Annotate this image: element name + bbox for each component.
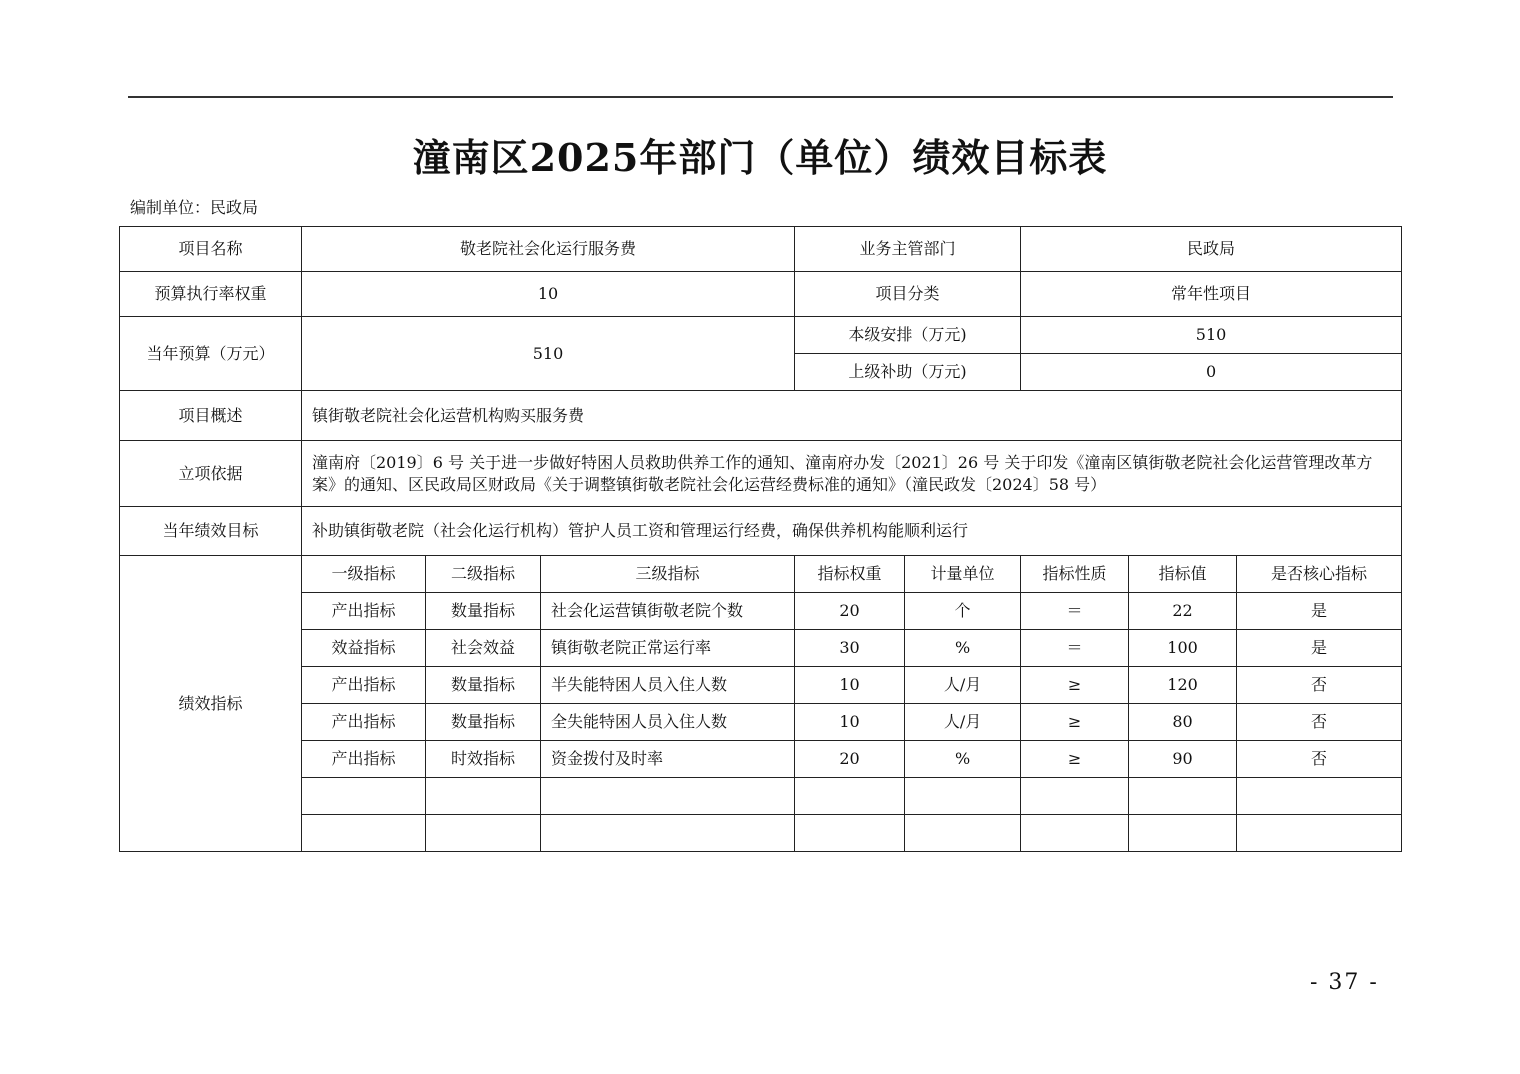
label-local-budget: 本级安排（万元) [795, 317, 1021, 354]
cell-level1: 产出指标 [302, 741, 426, 778]
cell-nature: ≥ [1021, 704, 1129, 741]
cell-level3: 全失能特困人员入住人数 [541, 704, 795, 741]
cell-empty [1021, 815, 1129, 852]
cell-nature: ＝ [1021, 630, 1129, 667]
value-superior-subsidy: 0 [1021, 354, 1402, 391]
cell-empty [905, 815, 1021, 852]
table-row [120, 630, 1402, 667]
cell-value: 120 [1129, 667, 1237, 704]
page-title: 潼南区2025年部门（单位）绩效目标表 [412, 135, 1108, 180]
table-row [120, 593, 1402, 630]
cell-level2: 时效指标 [426, 741, 541, 778]
row-annual-budget [120, 317, 1402, 354]
cell-empty [1129, 815, 1237, 852]
value-overview: 镇街敬老院社会化运营机构购买服务费 [302, 391, 1402, 441]
cell-empty [302, 815, 426, 852]
label-indicators: 绩效指标 [120, 556, 302, 852]
cell-nature: ＝ [1021, 593, 1129, 630]
value-project-name: 敬老院社会化运行服务费 [302, 227, 795, 272]
cell-empty [1237, 815, 1402, 852]
cell-level3: 半失能特困人员入住人数 [541, 667, 795, 704]
header-level1: 一级指标 [302, 556, 426, 593]
value-department: 民政局 [1021, 227, 1402, 272]
cell-weight: 30 [795, 630, 905, 667]
value-budget-weight: 10 [302, 272, 795, 317]
cell-unit: % [905, 630, 1021, 667]
top-rule [128, 96, 1393, 98]
value-annual-budget: 510 [302, 317, 795, 391]
row-overview [120, 391, 1402, 441]
label-department: 业务主管部门 [795, 227, 1021, 272]
table-row-empty [120, 815, 1402, 852]
header-core: 是否核心指标 [1237, 556, 1402, 593]
cell-level2: 数量指标 [426, 704, 541, 741]
cell-empty [1129, 778, 1237, 815]
indicator-header-row [120, 556, 1402, 593]
cell-nature: ≥ [1021, 667, 1129, 704]
cell-level2: 数量指标 [426, 593, 541, 630]
cell-unit: 人/月 [905, 704, 1021, 741]
cell-level1: 效益指标 [302, 630, 426, 667]
label-superior-subsidy: 上级补助（万元) [795, 354, 1021, 391]
value-goal: 补助镇街敬老院（社会化运行机构）管护人员工资和管理运行经费，确保供养机构能顺利运行 [302, 507, 1402, 556]
row-basis [120, 441, 1402, 507]
cell-empty [795, 815, 905, 852]
cell-value: 22 [1129, 593, 1237, 630]
cell-empty [426, 778, 541, 815]
cell-level1: 产出指标 [302, 704, 426, 741]
value-category: 常年性项目 [1021, 272, 1402, 317]
cell-empty [795, 778, 905, 815]
page-number: - 37 - [1310, 970, 1379, 995]
table-row [120, 704, 1402, 741]
label-category: 项目分类 [795, 272, 1021, 317]
cell-core: 否 [1237, 704, 1402, 741]
cell-level3: 镇街敬老院正常运行率 [541, 630, 795, 667]
cell-level1: 产出指标 [302, 667, 426, 704]
cell-level1: 产出指标 [302, 593, 426, 630]
cell-unit: % [905, 741, 1021, 778]
cell-empty [541, 815, 795, 852]
cell-weight: 10 [795, 704, 905, 741]
cell-empty [302, 778, 426, 815]
label-goal: 当年绩效目标 [120, 507, 302, 556]
cell-level3: 社会化运营镇街敬老院个数 [541, 593, 795, 630]
value-basis: 潼南府〔2019〕6 号 关于进一步做好特困人员救助供养工作的通知、潼南府办发〔2021〕26 号 关于印发《潼南区镇街敬老院社会化运营管理改革方案》的通知、区民政局区财政局《关于调整镇街敬老院社会化运营经费标准的通知》（潼民政发〔2024〕58 号） [302, 441, 1402, 507]
label-project-name: 项目名称 [120, 227, 302, 272]
header-level2: 二级指标 [426, 556, 541, 593]
row-budget-weight [120, 272, 1402, 317]
cell-level2: 数量指标 [426, 667, 541, 704]
label-overview: 项目概述 [120, 391, 302, 441]
cell-level2: 社会效益 [426, 630, 541, 667]
performance-target-table [119, 226, 1402, 852]
row-project-name [120, 227, 1402, 272]
row-goal [120, 507, 1402, 556]
header-nature: 指标性质 [1021, 556, 1129, 593]
cell-empty [905, 778, 1021, 815]
cell-empty [1021, 778, 1129, 815]
header-level3: 三级指标 [541, 556, 795, 593]
cell-empty [1237, 778, 1402, 815]
header-unit: 计量单位 [905, 556, 1021, 593]
cell-weight: 20 [795, 741, 905, 778]
cell-core: 否 [1237, 667, 1402, 704]
cell-unit: 人/月 [905, 667, 1021, 704]
cell-level3: 资金拨付及时率 [541, 741, 795, 778]
cell-weight: 20 [795, 593, 905, 630]
label-basis: 立项依据 [120, 441, 302, 507]
cell-nature: ≥ [1021, 741, 1129, 778]
cell-core: 否 [1237, 741, 1402, 778]
label-annual-budget: 当年预算（万元） [120, 317, 302, 391]
cell-core: 是 [1237, 630, 1402, 667]
cell-empty [426, 815, 541, 852]
value-local-budget: 510 [1021, 317, 1402, 354]
cell-unit: 个 [905, 593, 1021, 630]
table-row-empty [120, 778, 1402, 815]
compiling-unit: 编制单位：民政局 [130, 198, 259, 217]
cell-value: 90 [1129, 741, 1237, 778]
cell-value: 80 [1129, 704, 1237, 741]
cell-weight: 10 [795, 667, 905, 704]
label-budget-weight: 预算执行率权重 [120, 272, 302, 317]
cell-value: 100 [1129, 630, 1237, 667]
header-weight: 指标权重 [795, 556, 905, 593]
cell-empty [541, 778, 795, 815]
header-value: 指标值 [1129, 556, 1237, 593]
table-row [120, 741, 1402, 778]
table-row [120, 667, 1402, 704]
cell-core: 是 [1237, 593, 1402, 630]
